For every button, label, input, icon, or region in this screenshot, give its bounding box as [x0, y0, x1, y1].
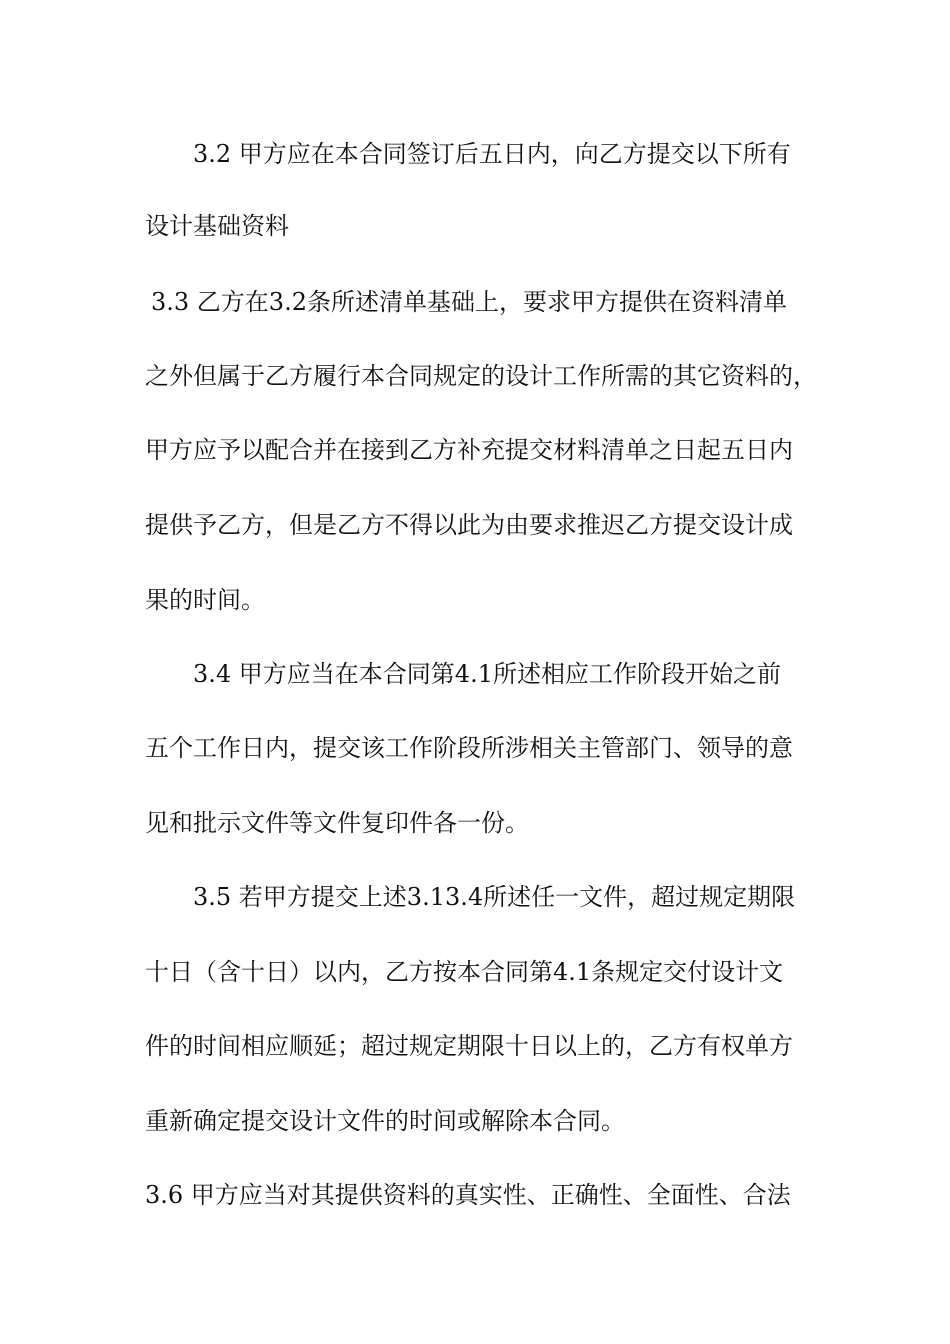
clause-3-4-line-3: 见和批示文件等文件复印件各一份。 — [145, 809, 529, 837]
clause-3-5-line-2: 十日（含十日）以内，乙方按本合同第4.1条规定交付设计文 — [145, 958, 784, 986]
clause-3-3-line-4: 提供予乙方，但是乙方不得以此为由要求推迟乙方提交设计成 — [145, 511, 793, 539]
clause-3-2-line-2: 设计基础资料 — [145, 212, 289, 240]
clause-3-3-line-3: 甲方应予以配合并在接到乙方补充提交材料清单之日起五日内 — [145, 436, 793, 464]
clause-3-5-line-1: 3.5 若甲方提交上述3.13.4所述任一文件，超过规定期限 — [193, 883, 796, 911]
clause-3-6-line-1: 3.6 甲方应当对其提供资料的真实性、正确性、全面性、合法 — [145, 1181, 791, 1209]
clause-3-5-line-4: 重新确定提交设计文件的时间或解除本合同。 — [145, 1107, 625, 1135]
clause-3-2-line-1: 3.2 甲方应在本合同签订后五日内，向乙方提交以下所有 — [193, 140, 791, 168]
clause-3-5-line-3: 件的时间相应顺延；超过规定期限十日以上的，乙方有权单方 — [145, 1032, 793, 1060]
clause-3-4-line-2: 五个工作日内，提交该工作阶段所涉相关主管部门、领导的意 — [145, 734, 793, 762]
clause-3-3-line-2: 之外但属于乙方履行本合同规定的设计工作所需的其它资料的， — [145, 362, 817, 390]
clause-3-3-line-5: 果的时间。 — [145, 586, 265, 614]
clause-3-3-line-1: 3.3 乙方在3.2条所述清单基础上，要求甲方提供在资料清单 — [151, 288, 787, 316]
clause-3-4-line-1: 3.4 甲方应当在本合同第4.1所述相应工作阶段开始之前 — [193, 660, 781, 688]
